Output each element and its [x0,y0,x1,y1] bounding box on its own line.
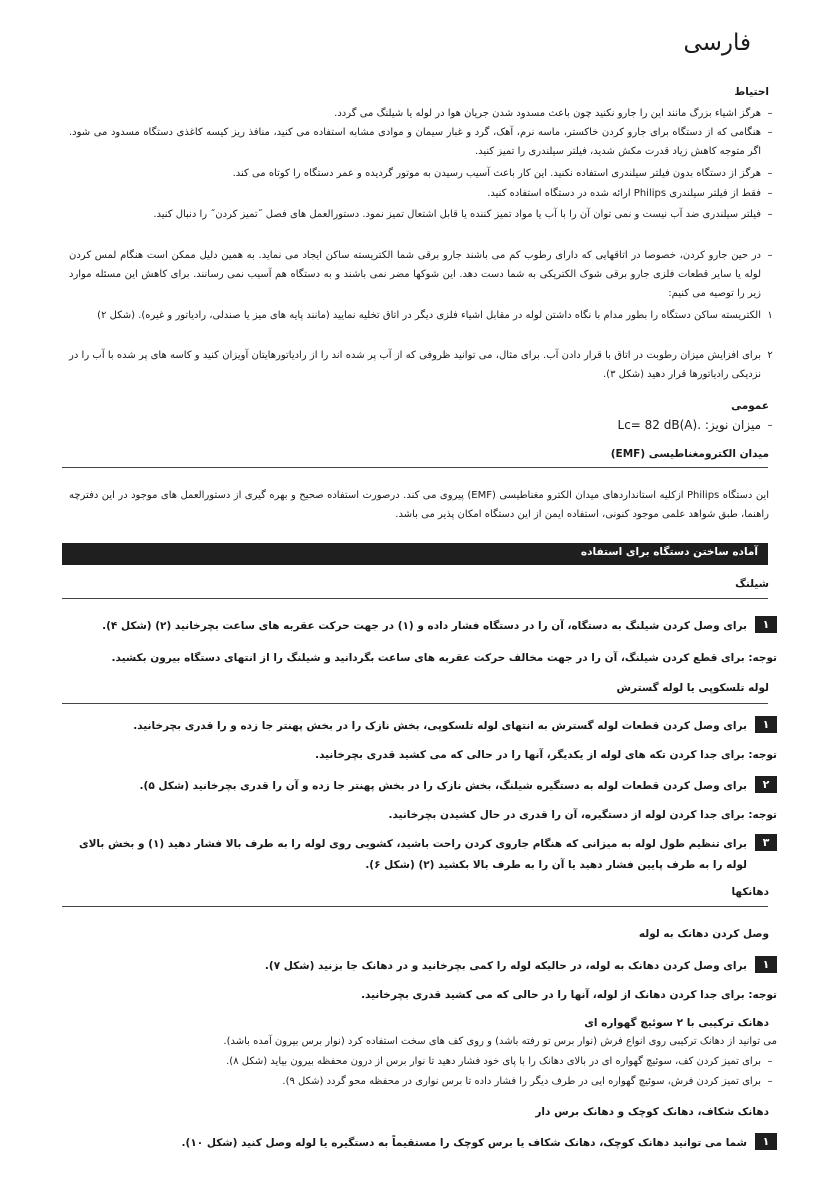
caution-heading: احتیاط [734,86,769,98]
step-number-badge: ۱ [755,956,777,973]
hose-note: توجه: برای قطع کردن شیلنگ، آن را در جهت مخالف حرکت عقربه های ساعت بگردانید و شیلنگ را از انتهای دستگاه بیرون بکشید. [111,652,777,664]
combi-bullet-1: – برای تمیز کردن کف، سوئیچ گهواره ای در بالای دهانک را با پای خود فشار دهید تا نوار برس از درون محفظه بیرون بیاید (شکل ۸). [69,1052,777,1071]
caution-bullet-5: – فیلتر سیلندری ضد آب نیست و نمی توان آن را با آب یا مواد تمیز کننده یا قابل اشتعال تمیز نمود. دستورالعمل های فصل ˝تمیز کردن˝ را دنبال کنید. [69,205,777,224]
bullet-dash-icon: – [767,168,773,179]
emf-text: این دستگاه Philips ازکلیه استانداردهای میدان الکترو مغناطیسی (EMF) پیروی می کند. درصورت استفاده صحیح و بهره گیری از دستورالعمل های موجود در این دفترچه راهنما، طبق شواهد علمی موجود کنونی، استفاده ایمن از این دستگاه امکان پذیر می باشد. [69,490,769,520]
connect-nozzle-heading: وصل کردن دهانک به لوله [638,928,769,940]
hose-step-1: ۱ برای وصل کردن شیلنگ به دستگاه، آن را در دستگاه فشار داده و (۱) در جهت حرکت عقربه های ساعت بچرخانید (۲) (شکل ۴). [67,616,777,637]
tube-step-2: ۲ برای وصل کردن قطعات لوله به دستگیره شیلنگ، بخش نازک را در بخش پهنتر جا زده و آن را قدری بچرخانید (شکل ۵). [67,776,777,797]
caution-bullet-4: – فقط از فیلتر سیلندری Philips ارائه شده در دستگاه استفاده کنید. [69,184,777,203]
crevice-step-1: ۱ شما می توانید دهانک کوچک، دهانک شکاف یا برس کوچک را مستقیماً به دستگیره یا لوله وصل کنید (شکل ۱۰). [67,1133,777,1154]
bullet-dash-icon: – [767,1056,773,1067]
nozzles-heading: دهانکها [731,886,769,898]
section-divider [62,906,768,907]
section-band-title: آماده ساختن دستگاه برای استفاده [580,546,758,558]
section-divider [62,703,768,704]
general-heading: عمومی [731,400,769,412]
step-number-badge: ۱ [755,1133,777,1150]
combi-bullet-2: – برای تمیز کردن فرش، سوئیچ گهواره ایی در طرف دیگر را فشار داده تا برس نواری در محفظه محو گردد (شکل ۹). [69,1072,777,1091]
bullet-dash-icon: – [767,1076,773,1087]
combi-nozzle-heading: دهانک ترکیبی با ۲ سوئیچ گهواره ای [584,1017,769,1029]
bullet-dash-icon: – [767,188,773,199]
caution-numbered-2: ۲ برای افزایش میزان رطوبت در اتاق با قرار دادن آب. برای مثال، می توانید ظروفی که از آب پر شده اند را از رادیاتورهایتان آویزان کنید و کاسه های پر شده با آب را در نزدیکی رادیاتورها قرار دهید (شکل ۳). [69,350,773,380]
section-band-preparing [62,543,768,565]
tube-step-3: ۳ برای تنظیم طول لوله به میزانی که هنگام جاروی کردن راحت باشید، کشویی روی لوله را به طرف بالا فشار دهید (۱) و بخش بالای لوله را به طرف پایین فشار دهید یا آن را به طرف بالا بکشید (۲) (شکل ۶). [67,834,777,876]
step-number-badge: ۳ [755,834,777,851]
step-number-badge: ۱ [755,616,777,633]
tube-step-1: ۱ برای وصل کردن قطعات لوله گسترش به انتهای لوله تلسکوپی، بخش نازک را در بخش پهنتر جا زده و را قدری بچرخانید. [67,716,777,737]
tube-note-2: توجه: برای جدا کردن لوله از دستگیره، آن را قدری در حال کشیدن بچرخانید. [388,809,777,821]
crevice-nozzle-heading: دهانک شکاف، دهانک کوچک و دهانک برس دار [535,1106,769,1118]
step-number-badge: ۲ [755,776,777,793]
caution-bullet-2: – هنگامی که از دستگاه برای جارو کردن خاکستر، ماسه نرم، آهک، گرد و غبار سیمان و موادی مشابه استفاده می کنید، منافذ ریز کیسه کاغذی دستگاه مسدود می شود. اگر متوجه کاهش زیاد قدرت مکش شدید، فیلتر سیلندری را تمیز کنید. [69,123,777,161]
tube-note-1: توجه: برای جدا کردن تکه های لوله از یکدیگر، آنها را در حالی که می کشید قدری بچرخانید. [315,749,777,761]
step-number-badge: ۱ [755,716,777,733]
hose-heading: شیلنگ [735,578,769,590]
bullet-dash-icon: – [767,420,773,431]
bullet-dash-icon: – [767,250,773,261]
noise-level: – میزان نویز: .Lc= 82 dB(A) [69,416,777,435]
combi-nozzle-text: می توانید از دهانک ترکیبی روی انواع فرش (نوار برس تو رفته باشد) و روی کف های سخت استفاده کرد (نوار برس بیرون آمده باشد). [223,1036,777,1047]
caution-bullet-3: – هرگز از دستگاه بدون فیلتر سیلندری استفاده نکنید. این کار باعث آسیب رسیدن به موتور گردیده و عمر دستگاه را کوتاه می کند. [69,164,777,183]
bullet-dash-icon: – [767,108,773,119]
nozzle-note: توجه: برای جدا کردن دهانک از لوله، آنها را در حالی که می کشید قدری بچرخانید. [361,989,777,1001]
caution-bullet-1: – هرگز اشیاء بزرگ مانند این را جارو نکنید چون باعث مسدود شدن جریان هوا در لوله یا شیلنگ می گردد. [69,104,777,123]
emf-heading: میدان الکترومغناطیسی (EMF) [610,448,769,460]
nozzle-step-1: ۱ برای وصل کردن دهانک به لوله، در حالیکه لوله را کمی بچرخانید و در دهانک جا بزنید (شکل ۷). [67,956,777,977]
section-divider [62,598,768,599]
caution-numbered-1: ۱ الکتریسته ساکن دستگاه را بطور مدام با نگاه داشتن لوله در مقابل اشیاء فلزی دیگر در اتاق تخلیه نمایید (مانند پایه های میز یا صندلی، رادیاتور و غیره). (شکل ۲) [97,310,773,321]
section-divider [62,467,768,468]
tube-heading: لوله تلسکوپی یا لوله گسترش [616,682,769,694]
language-title: فارسی [683,30,751,56]
bullet-dash-icon: – [767,209,773,220]
bullet-dash-icon: – [767,127,773,138]
caution-bullet-6: – در حین جارو کردن، خصوصا در اتاقهایی که دارای رطوب کم می باشند جارو برقی شما الکتریسته ساکن ایجاد می نماید. به همین دلیل ممکن است هنگام لمس کردن لوله یا سایر قطعات فلزی جارو برقی شوک الکتریکی به شما دست دهد. این شوکها مضر نمی باشند و به دستگاه هم آسیب نمی رسانند. برای کاهش این مسئله موارد زیر را توصیه می کنیم: [69,246,777,303]
